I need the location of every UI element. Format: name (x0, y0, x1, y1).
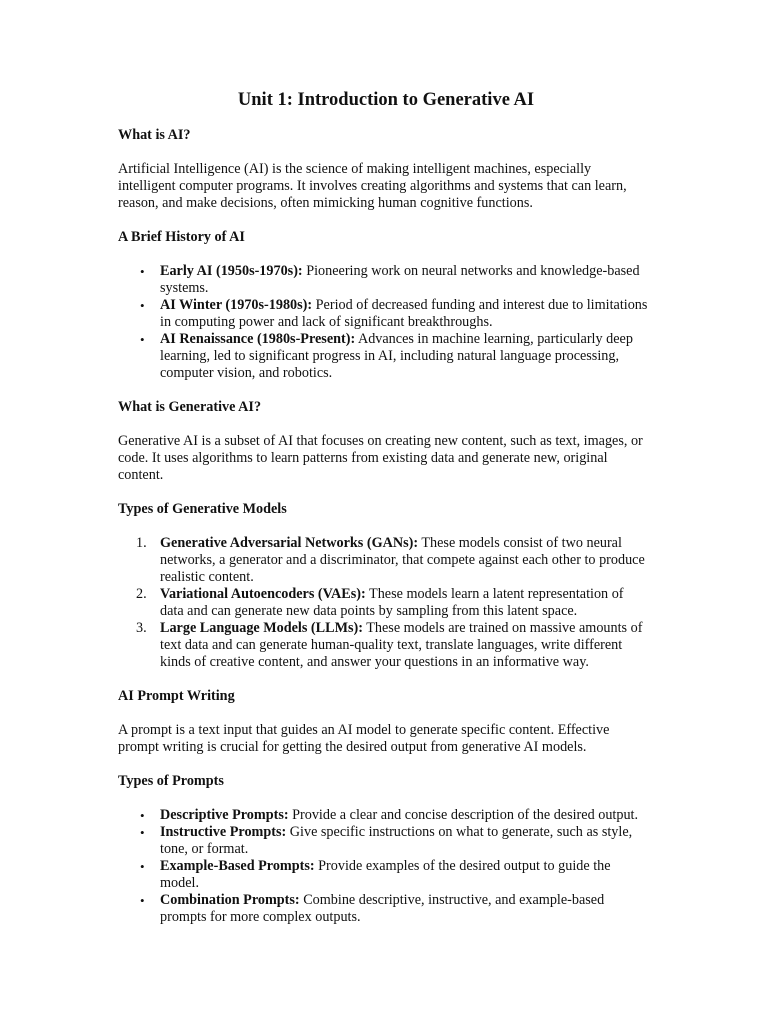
item-text: These models are trained on massive amounts of text data and can generate human-quality text, translate languages, write different kinds of creative content, and answer your questions in an informative way. (160, 620, 643, 670)
heading-models: Types of Generative Models (118, 501, 287, 517)
list-item (118, 331, 650, 382)
item-number: 2. (136, 586, 147, 602)
heading-what-is-ai: What is AI? (118, 127, 191, 143)
list-item (118, 858, 650, 892)
list-item (118, 892, 650, 926)
item-number: 1. (136, 535, 147, 551)
item-text: Period of decreased funding and interest due to limitations in computing power and lack of significant breakthroughs. (160, 297, 648, 330)
list-item (118, 297, 650, 331)
item-term: Large Language Models (LLMs): (160, 620, 363, 636)
item-text: Provide examples of the desired output to guide the model. (160, 858, 611, 891)
history-list (118, 263, 650, 382)
item-text: Pioneering work on neural networks and knowledge-based systems. (160, 263, 640, 296)
bullet-icon: • (140, 264, 145, 279)
item-term: Instructive Prompts: (160, 824, 287, 840)
list-item (118, 824, 650, 858)
heading-prompt-types: Types of Prompts (118, 773, 224, 789)
list-item (118, 807, 650, 824)
models-list (118, 535, 650, 671)
document-page (118, 88, 650, 943)
item-term: AI Winter (1970s-1980s): (160, 297, 313, 313)
item-text: These models consist of two neural networks, a generator and a discriminator, that compete against each other to produce realistic content. (160, 535, 645, 585)
bullet-icon: • (140, 825, 145, 840)
list-item (118, 263, 650, 297)
item-text: These models learn a latent representation of data and can generate new data points by sampling from this latent space. (160, 586, 624, 619)
paragraph-what-is-genai: Generative AI is a subset of AI that focuses on creating new content, such as text, images, or code. It uses algorithms to learn patterns from existing data and generate new, original content. (118, 433, 643, 483)
document-title: Unit 1: Introduction to Generative AI (237, 90, 535, 110)
item-number: 3. (136, 620, 147, 636)
item-text: Provide a clear and concise description of the desired output. (288, 807, 639, 823)
item-term: AI Renaissance (1980s-Present): (160, 331, 356, 347)
item-text: Give specific instructions on what to generate, such as style, tone, or format. (160, 824, 633, 857)
heading-what-is-genai: What is Generative AI? (118, 399, 262, 415)
item-term: Descriptive Prompts: (160, 807, 289, 823)
list-item (118, 586, 650, 620)
item-term: Generative Adversarial Networks (GANs): (160, 535, 419, 551)
item-term: Example-Based Prompts: (160, 858, 315, 874)
item-text: Combine descriptive, instructive, and example-based prompts for more complex outputs. (160, 892, 605, 925)
item-term: Early AI (1950s-1970s): (160, 263, 303, 279)
item-text: Advances in machine learning, particularly deep learning, led to significant progress in AI, including natural language processing, computer vision, and robotics. (160, 331, 633, 381)
bullet-icon: • (140, 859, 145, 874)
paragraph-prompt-writing: A prompt is a text input that guides an AI model to generate specific content. Effective prompt writing is crucial for getting the desired output from generative AI models. (118, 722, 610, 755)
bullet-icon: • (140, 808, 145, 823)
bullet-icon: • (140, 332, 145, 347)
prompt-types-list (118, 807, 650, 926)
list-item (118, 535, 650, 586)
paragraph-what-is-ai: Artificial Intelligence (AI) is the science of making intelligent machines, especially intelligent computer programs. It involves creating algorithms and systems that can learn, reason, and make decisions, often mimicking human cognitive functions. (118, 161, 627, 211)
bullet-icon: • (140, 298, 145, 313)
heading-history: A Brief History of AI (118, 229, 245, 245)
item-term: Variational Autoencoders (VAEs): (160, 586, 366, 602)
list-item (118, 620, 650, 671)
bullet-icon: • (140, 893, 145, 908)
item-term: Combination Prompts: (160, 892, 300, 908)
heading-prompt-writing: AI Prompt Writing (118, 688, 235, 704)
